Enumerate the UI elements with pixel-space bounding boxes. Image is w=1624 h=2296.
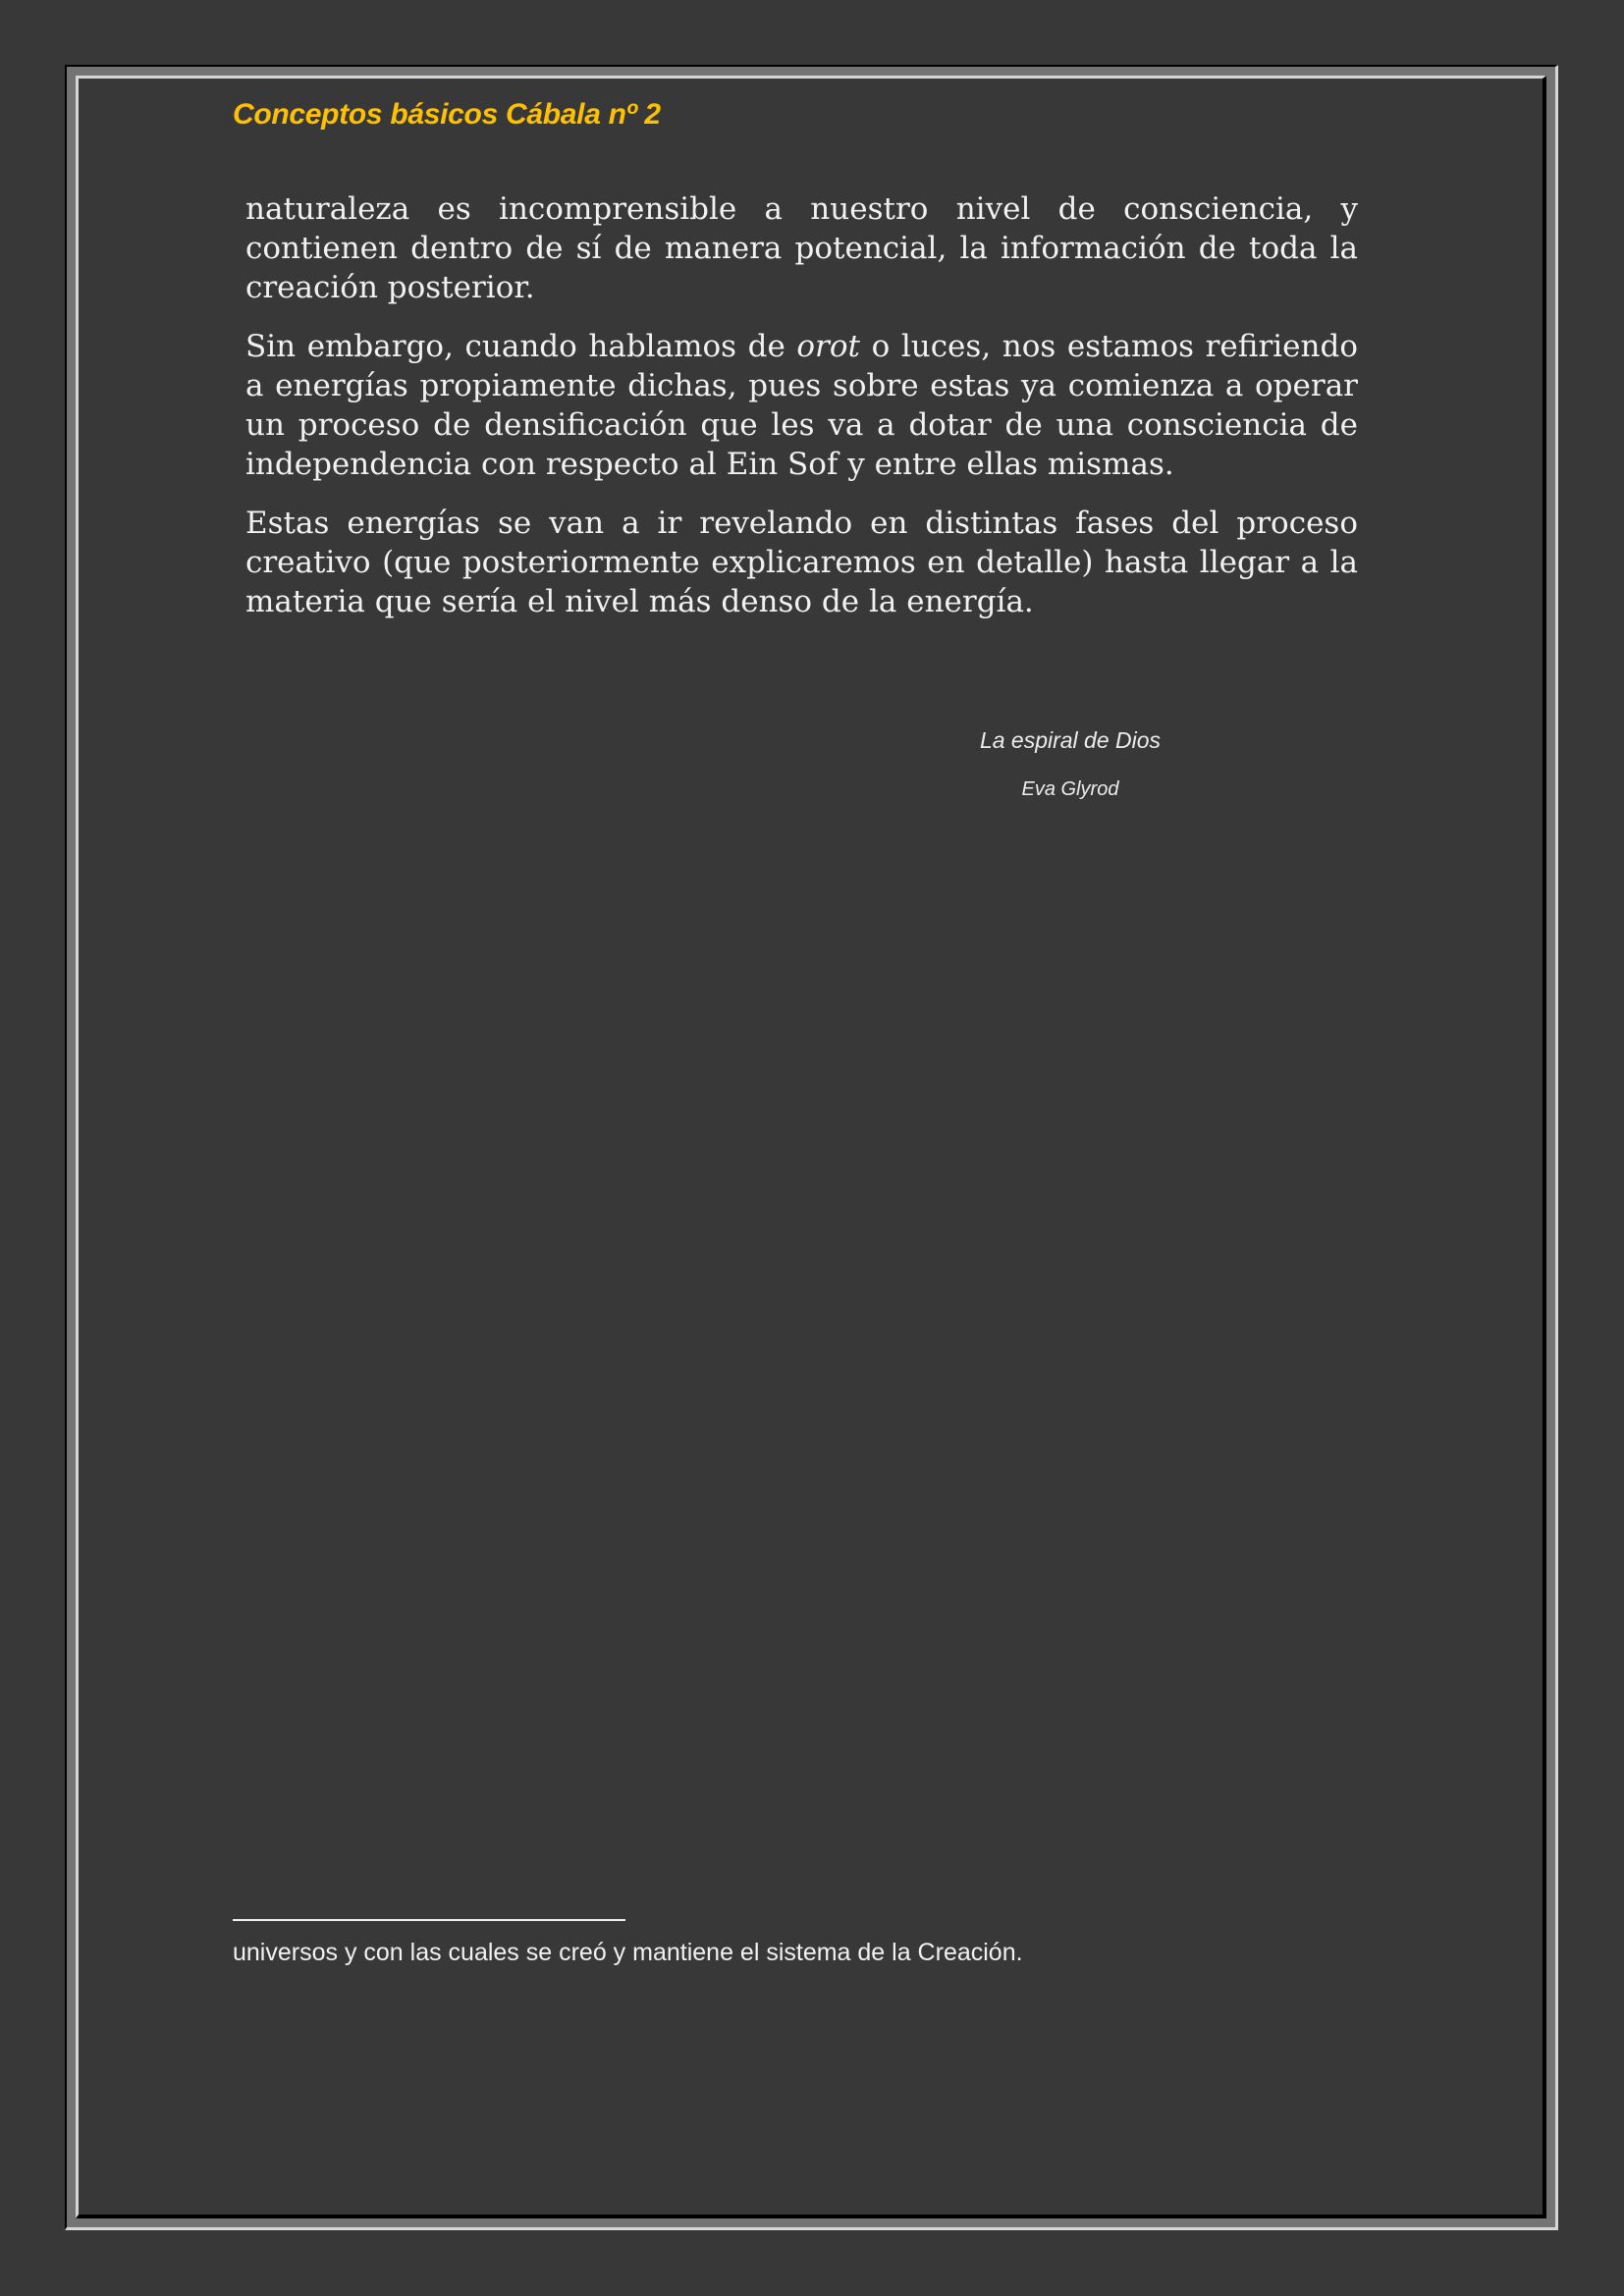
body-text-block: [245, 189, 1358, 641]
caption-author: Eva Glyrod: [1021, 778, 1119, 800]
paragraph-2-lead: Sin embargo, cuando hablamos de: [245, 329, 797, 364]
paragraph-1: naturaleza es incomprensible a nuestro nivel de consciencia, y contienen dentro de sí de manera potencial, la información de toda la creación posterior.: [245, 191, 1358, 305]
paragraph-3: Estas energías se van a ir revelando en distintas fases del proceso creativo (que posteriormente explicaremos en detalle) hasta llegar a la materia que sería el nivel más denso de la energía.: [245, 506, 1358, 619]
figure-caption: [908, 726, 1232, 801]
page-header-title: Conceptos básicos Cábala nº 2: [233, 98, 661, 131]
caption-title: La espiral de Dios: [979, 727, 1162, 753]
paragraph-2-term-orot: orot: [796, 329, 860, 364]
paragraph-2-rest: o luces, nos estamos refiriendo a energías propiamente dichas, pues sobre estas ya comienza a operar un proceso de densificación que les va a dotar de una consciencia de independencia con respecto al Ein Sof y entre ellas mismas.: [245, 329, 1358, 482]
footnote-separator: [233, 1919, 625, 1921]
paragraph-2: [245, 327, 1358, 484]
footnote-text: universos y con las cuales se creó y mantiene el sistema de la Creación.: [233, 1939, 1023, 1966]
